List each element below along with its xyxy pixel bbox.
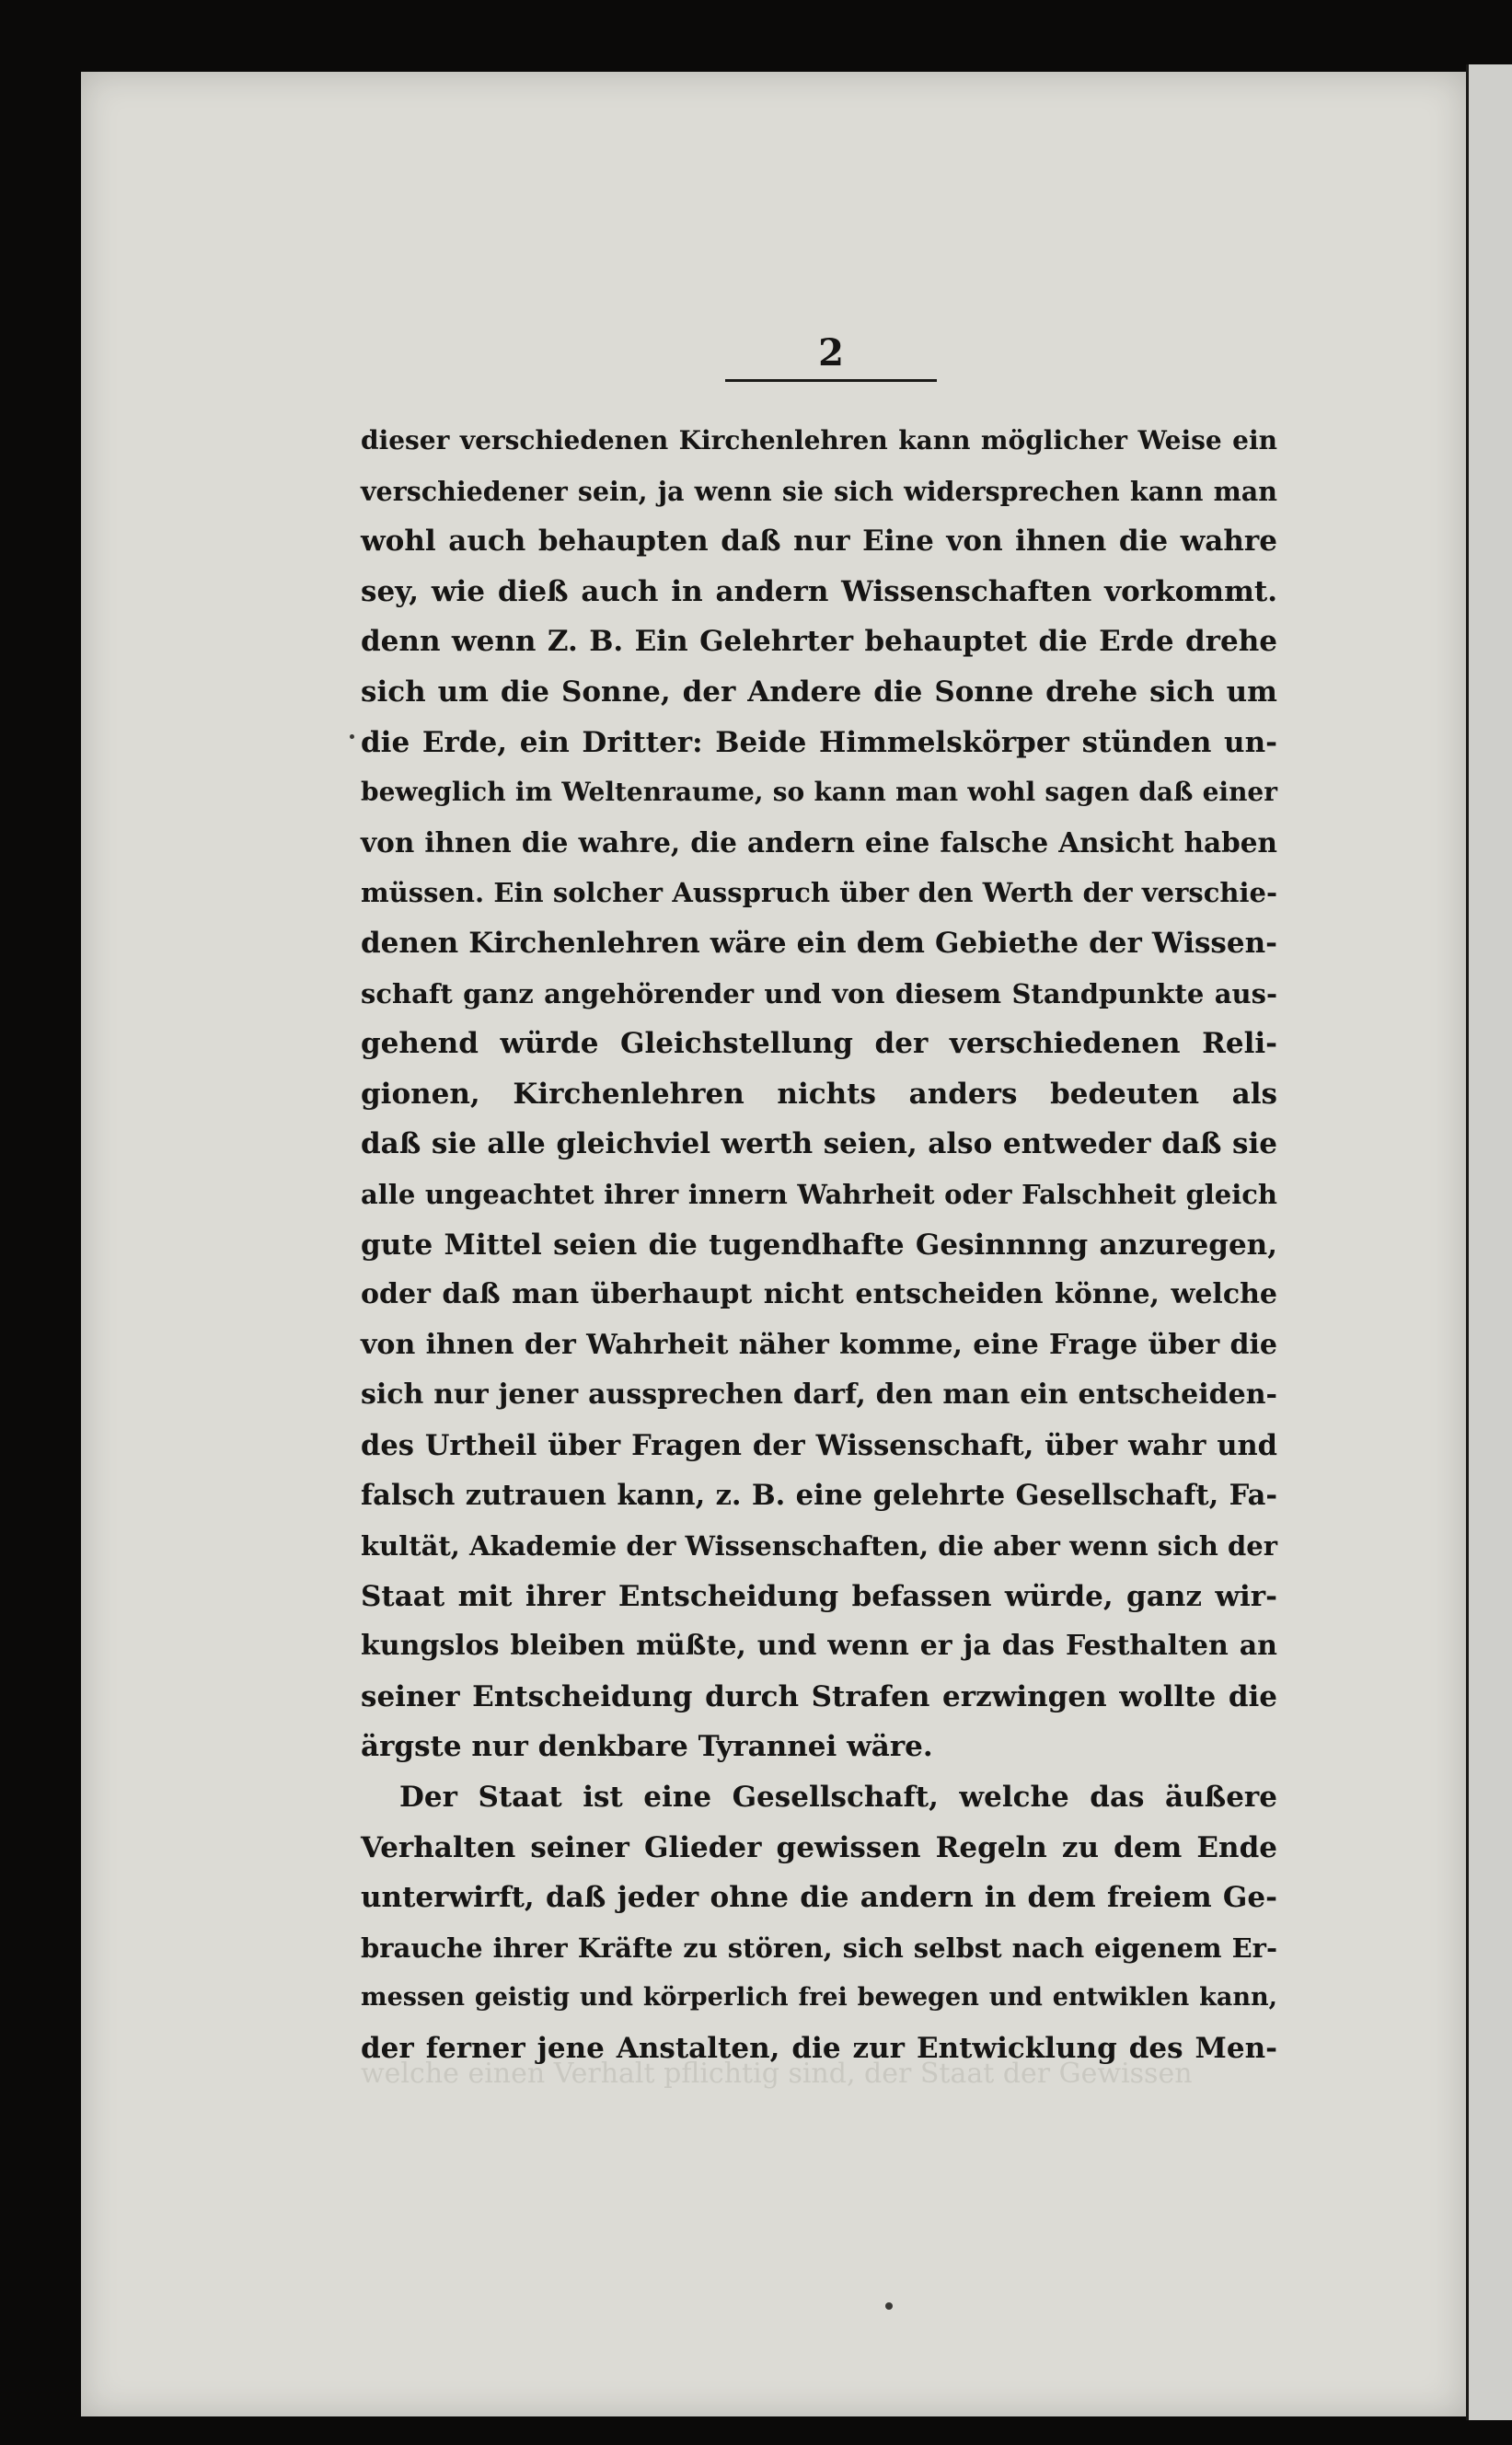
text-line: beweglich im Weltenraume, so kann man wohl sagen daß einer <box>361 777 1277 808</box>
text-line: unterwirft, daß jeder ohne die andern in dem freiem Ge- <box>361 1881 1277 1915</box>
text-line: gehend würde Gleichstellung der verschiedenen Reli- <box>361 1027 1277 1061</box>
text-line: gionen, Kirchenlehren nichts anders bedeuten als <box>361 1077 1277 1111</box>
text-line: brauche ihrer Kräfte zu stören, sich selbst nach eigenem Er- <box>361 1932 1277 1964</box>
text-line: verschiedener sein, ja wenn sie sich widersprechen kann man <box>361 475 1277 507</box>
text-line: Verhalten seiner Glieder gewissen Regeln zu dem Ende <box>361 1830 1277 1864</box>
text-line: Der Staat ist eine Gesellschaft, welche das äußere <box>399 1781 1277 1815</box>
text-line: kungslos bleiben müßte, und wenn er ja das Festhalten an <box>361 1630 1277 1663</box>
text-line: messen geistig und körperlich frei bewegen und entwiklen kann, <box>361 1983 1277 2013</box>
bleed-through-text: welche einen Verhalt pflichtig sind, der Staat der Gewissen <box>361 2058 1193 2090</box>
text-line: müssen. Ein solcher Ausspruch über den Werth der verschie- <box>361 877 1277 909</box>
ink-speck <box>885 2302 893 2310</box>
text-line: alle ungeachtet ihrer innern Wahrheit oder Falschheit gleich <box>361 1178 1277 1210</box>
text-line: der ferner jene Anstalten, die zur Entwicklung des Men- <box>361 2032 1277 2065</box>
text-line: falsch zutrauen kann, z. B. eine gelehrte Gesellschaft, Fa- <box>361 1479 1277 1513</box>
text-line: Staat mit ihrer Entscheidung befassen würde, ganz wir- <box>361 1579 1277 1613</box>
text-line: daß sie alle gleichviel werth seien, also entweder daß sie <box>361 1127 1277 1161</box>
page-number: 2 <box>818 331 844 375</box>
header-rule <box>725 379 937 382</box>
text-line: von ihnen der Wahrheit näher komme, eine Frage über die <box>361 1328 1277 1361</box>
text-line: kultät, Akademie der Wissenschaften, die aber wenn sich der <box>361 1530 1277 1563</box>
text-line: schaft ganz angehörender und von diesem Standpunkte aus- <box>361 977 1277 1009</box>
ink-speck <box>350 734 354 739</box>
body-text <box>361 416 1277 2074</box>
text-line: von ihnen die wahre, die andern eine falsche Ansicht haben <box>361 825 1277 859</box>
text-line: denn wenn Z. B. Ein Gelehrter behauptet die Erde drehe <box>361 625 1277 659</box>
text-line: sich um die Sonne, der Andere die Sonne drehe sich um <box>361 675 1277 709</box>
text-line: sich nur jener aussprechen darf, den man ein entscheiden- <box>361 1378 1277 1412</box>
text-line: sey, wie dieß auch in andern Wissenschaften vorkommt. <box>361 574 1277 608</box>
text-line: die Erde, ein Dritter: Beide Himmelskörper stünden un- <box>361 725 1277 759</box>
text-line: oder daß man überhaupt nicht entscheiden könne, welche <box>361 1278 1277 1311</box>
text-line: gute Mittel seien die tugendhafte Gesinnnng anzuregen, <box>361 1228 1277 1262</box>
text-line: denen Kirchenlehren wäre ein dem Gebiethe der Wissen- <box>361 926 1277 960</box>
facing-page-edge <box>1469 64 1512 2420</box>
text-line: dieser verschiedenen Kirchenlehren kann möglicher Weise ein <box>361 425 1277 456</box>
text-line: ärgste nur denkbare Tyrannei wäre. <box>361 1730 933 1764</box>
text-line: des Urtheil über Fragen der Wissenschaft, über wahr und <box>361 1428 1277 1462</box>
text-line: wohl auch behaupten daß nur Eine von ihnen die wahre <box>361 525 1277 559</box>
text-line: seiner Entscheidung durch Strafen erzwingen wollte die <box>361 1679 1277 1713</box>
